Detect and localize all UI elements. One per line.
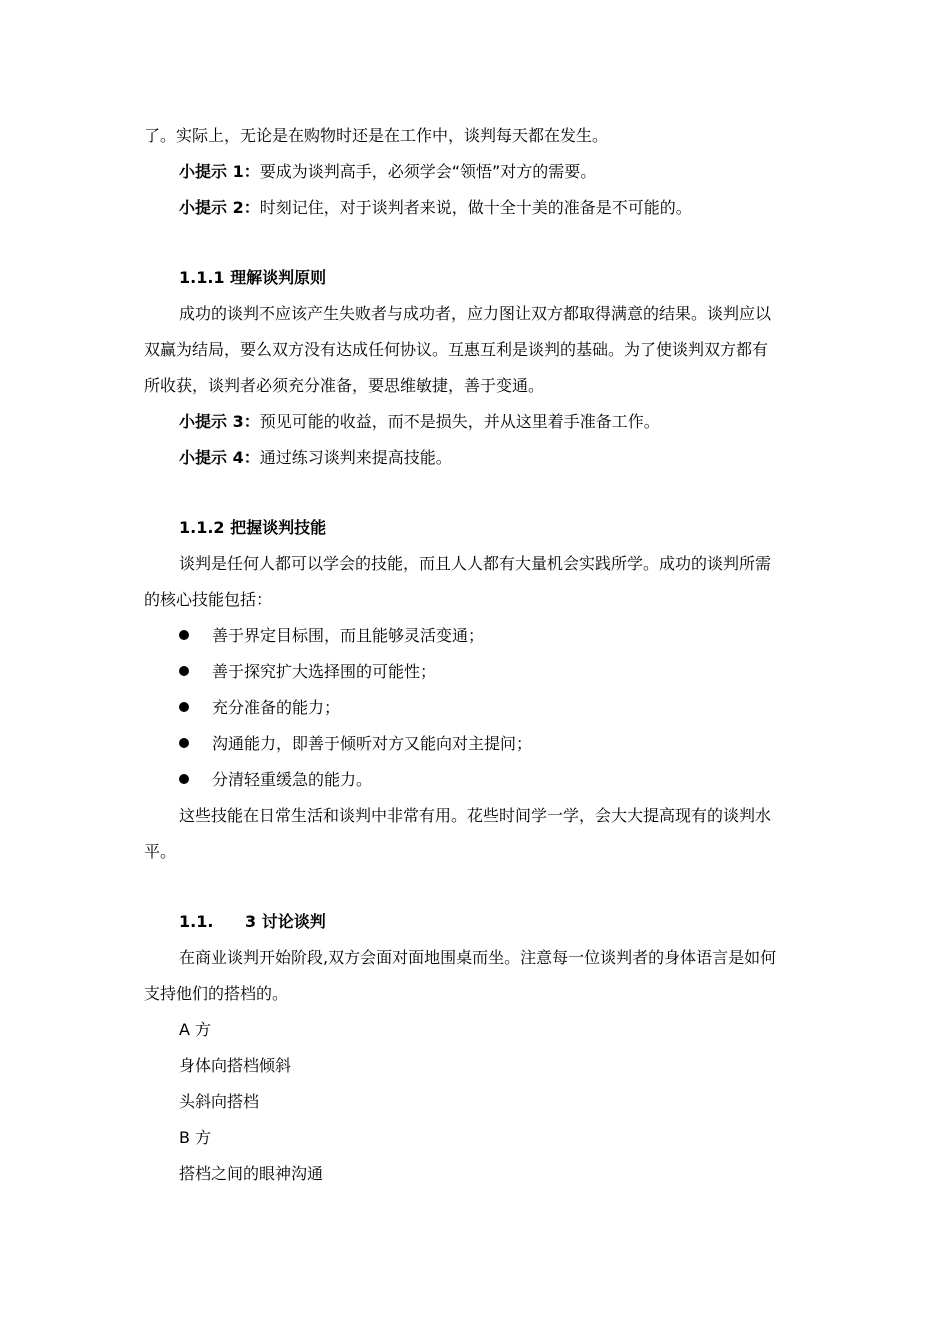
tip-4 [144,440,806,476]
bullet-dot-icon [179,630,189,640]
tip-1-label: 小提示 1： [179,162,260,181]
section-heading-1-1-1: 1.1.1 理解谈判原则 [179,268,327,287]
tip-3-label: 小提示 3： [179,412,260,431]
tip-3 [144,404,806,440]
bullet-dot-icon [179,666,189,676]
tip-2 [144,190,806,226]
heading-number: 1.1. [179,912,214,931]
bullet-item [144,618,806,654]
list-item: 头斜向搭档 [179,1092,260,1111]
bullet-dot-icon [179,774,189,784]
list-item: 搭档之间的眼神沟通 [179,1164,324,1183]
list-item: A 方 [179,1020,212,1039]
bullet-text: 分清轻重缓急的能力。 [212,770,373,789]
tip-2-label: 小提示 2： [179,198,260,217]
list-item: 身体向搭档倾斜 [179,1056,292,1075]
tip-4-label: 小提示 4： [179,448,260,467]
section-heading-1-1-2: 1.1.2 把握谈判技能 [179,518,327,537]
section-1-paragraph-line-1: 成功的谈判不应该产生失败者与成功者，应力图让双方都取得满意的结果。谈判应以 [179,304,772,323]
tip-1-text: 要成为谈判高手，必须学会“领悟”对方的需要。 [259,162,597,181]
bullet-item [144,762,806,798]
bullet-text: 善于界定目标围，而且能够灵活变通； [212,626,485,645]
section-2-paragraph-line-2: 的核心技能包括： [144,590,273,609]
bullet-dot-icon [179,738,189,748]
list-item: B 方 [179,1128,212,1147]
section-3-paragraph-line-2: 支持他们的搭档的。 [144,984,289,1003]
section-3-paragraph-line-1: 在商业谈判开始阶段,双方会面对面地围桌而坐。注意每一位谈判者的身体语言是如何 [179,948,777,967]
document-page [144,118,806,1192]
heading-title: 3 讨论谈判 [245,912,326,931]
section-heading-1-1-3 [144,904,806,940]
bullet-text: 善于探究扩大选择围的可能性； [212,662,437,681]
tip-1 [144,154,806,190]
intro-line: 了。实际上，无论是在购物时还是在工作中，谈判每天都在发生。 [144,126,609,145]
section-1-paragraph-line-3: 所收获，谈判者必须充分准备，要思维敏捷，善于变通。 [144,376,545,395]
tip-3-text: 预见可能的收益，而不是损失，并从这里着手准备工作。 [259,412,660,431]
bullet-item [144,690,806,726]
tip-4-text: 通过练习谈判来提高技能。 [259,448,452,467]
spacer [144,226,806,260]
bullet-item [144,726,806,762]
bullet-text: 充分准备的能力； [212,698,341,717]
section-2-closing-line-2: 平。 [144,842,177,861]
spacer [144,870,806,904]
bullet-item [144,654,806,690]
bullet-dot-icon [179,702,189,712]
tip-2-text: 时刻记住，对于谈判者来说，做十全十美的准备是不可能的。 [259,198,692,217]
section-2-closing-line-1: 这些技能在日常生活和谈判中非常有用。花些时间学一学，会大大提高现有的谈判水 [179,806,772,825]
section-1-paragraph-line-2: 双赢为结局，要么双方没有达成任何协议。互惠互利是谈判的基础。为了使谈判双方都有 [144,340,769,359]
bullet-text: 沟通能力，即善于倾听对方又能向对主提问； [212,734,533,753]
section-2-paragraph-line-1: 谈判是任何人都可以学会的技能，而且人人都有大量机会实践所学。成功的谈判所需 [179,554,772,573]
spacer [144,476,806,510]
